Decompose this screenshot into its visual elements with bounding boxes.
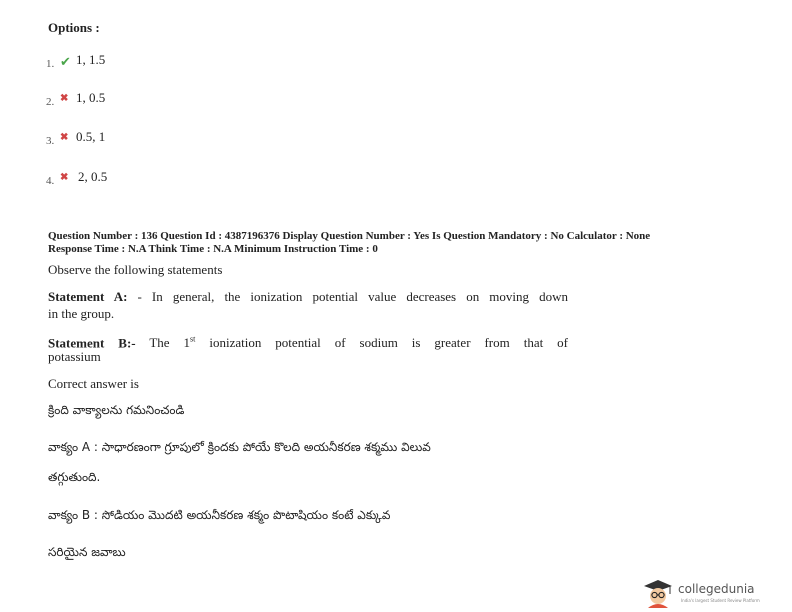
option-value: 2, 0.5 [78, 169, 108, 184]
cross-icon: ✖ [60, 172, 69, 183]
option-number: 2. [46, 96, 55, 108]
option-value: 1, 1.5 [76, 52, 106, 67]
telugu-answer-prompt: సరియైన జవాబు [48, 545, 126, 559]
collegedunia-tagline: India's largest Student Review Platform [681, 598, 760, 603]
statement-b-label: Statement B:- [48, 335, 136, 351]
answer-prompt: Correct answer is [48, 376, 139, 391]
option-number: 3. [46, 135, 55, 147]
option-number: 1. [46, 58, 55, 70]
checkmark-icon: ✔ [60, 53, 71, 69]
statement-a-continuation: in the group. [48, 306, 115, 321]
options-heading: Options : [48, 20, 100, 35]
collegedunia-wordmark: collegedunia [678, 582, 755, 596]
option-3 [46, 127, 105, 147]
statement-a [48, 288, 568, 305]
question-intro: Observe the following statements [48, 262, 223, 277]
question-meta-line-2: Response Time : N.A Think Time : N.A Minimum Instruction Time : 0 [48, 243, 378, 255]
statement-a-label: Statement A: [48, 289, 128, 304]
option-1 [46, 50, 105, 70]
cross-icon: ✖ [60, 132, 69, 143]
option-value: 1, 0.5 [76, 90, 106, 105]
statement-b-continuation: potassium [48, 349, 101, 364]
cross-icon: ✖ [60, 93, 69, 104]
option-value: 0.5, 1 [76, 129, 106, 144]
option-4 [46, 167, 107, 187]
statement-a-text: - In general, the ionization potential value decreases on moving down [127, 289, 569, 304]
telugu-statement-a-continuation: తగ్గుతుంది. [48, 470, 101, 484]
question-meta-line-1: Question Number : 136 Question Id : 4387196376 Display Question Number : Yes Is Question Mandatory : No Calculator : None [48, 230, 651, 242]
statement-b-text: The 1st ionization potential of sodium is greater from that of [149, 335, 569, 351]
telugu-intro: క్రింది వాక్యాలను గమనించండి [48, 403, 185, 417]
option-number: 4. [46, 175, 55, 187]
telugu-statement-b: వాక్యం B : సోడియం మొదటి అయనీకరణ శక్మం పొటాషియం కంటే ఎక్కువ [48, 508, 391, 522]
collegedunia-mascot-logo [640, 578, 676, 608]
telugu-statement-a: వాక్యం A : సాధారణంగా గ్రూపులో క్రిందకు పోయే కొలది అయనీకరణ శక్మము విలువ [48, 440, 431, 454]
option-2 [46, 88, 105, 108]
